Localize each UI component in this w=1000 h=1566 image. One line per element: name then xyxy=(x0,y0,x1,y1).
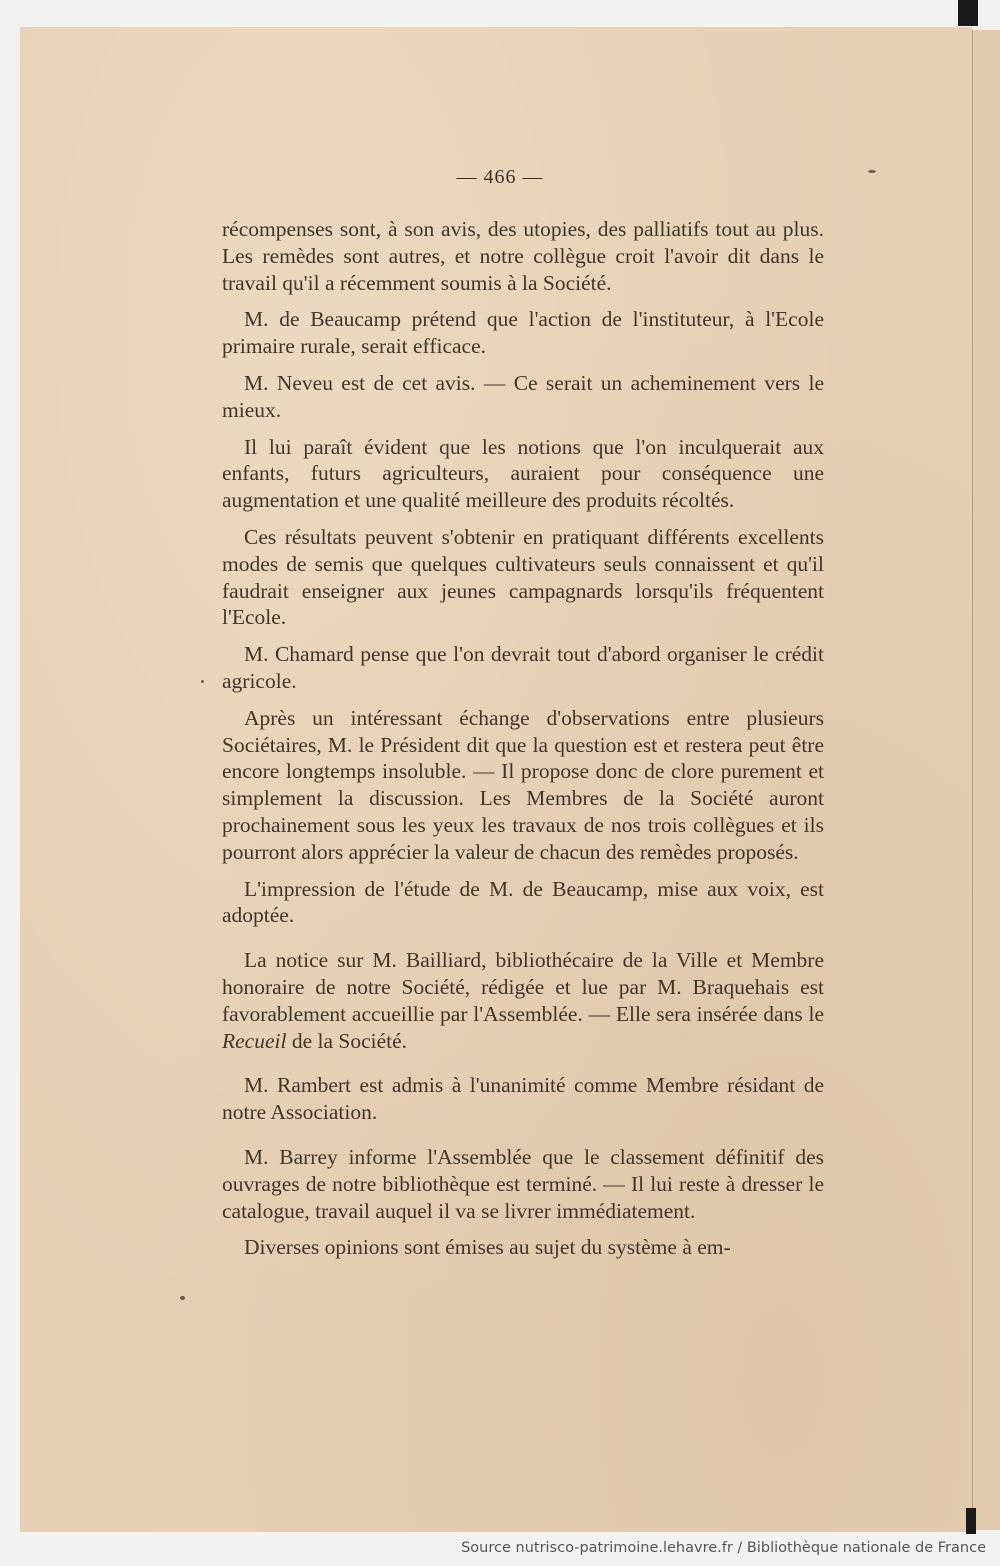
paragraph: récompenses sont, à son avis, des utopies, des palliatifs tout au plus. Les remèdes sont autres, et notre collègue croit l'avoir dit dans le travail qu'il a récemment soumis à la Société. xyxy=(222,217,824,295)
paragraph: Diverses opinions sont émises au sujet du système à em- xyxy=(244,1235,731,1260)
page-fold-edge xyxy=(972,30,1000,1530)
paragraph-text: La notice sur M. Bailliard, bibliothécaire de la Ville et Membre honoraire de notre Société, rédigée et lue par M. Braquehais est favorablement accueillie par l'Assemblée. — Elle sera insérée dans le xyxy=(222,948,824,1026)
paragraph: M. Neveu est de cet avis. — Ce serait un acheminement vers le mieux. xyxy=(222,370,824,422)
paragraph: L'impression de l'étude de M. de Beaucamp, mise aux voix, est adoptée. xyxy=(222,876,824,928)
paragraph: Ces résultats peuvent s'obtenir en pratiquant différents excellents modes de semis que quelques cultivateurs seuls connaissent et qu'il faudrait enseigner aux jeunes campagnards lorsqu'ils fréquentent l'Ecole. xyxy=(222,524,824,630)
binding-mark-top xyxy=(958,0,978,26)
paragraph-text: de la Société. xyxy=(286,1028,408,1053)
ink-speck xyxy=(180,1296,185,1300)
ink-speck xyxy=(201,680,204,683)
binding-mark-bottom xyxy=(966,1508,976,1534)
paragraph: M. Rambert est admis à l'unanimité comme Membre résidant de notre Association. xyxy=(222,1073,824,1125)
paragraph: Il lui paraît évident que les notions que l'on inculquerait aux enfants, futurs agriculteurs, auraient pour conséquence une augmentation et une qualité meilleure des produits récoltés. xyxy=(222,434,824,513)
paragraph: M. de Beaucamp prétend que l'action de l'instituteur, à l'Ecole primaire rurale, serait efficace. xyxy=(222,307,824,359)
page-number: — 466 — xyxy=(456,166,544,188)
source-attribution: Source nutrisco-patrimoine.lehavre.fr / Bibliothèque nationale de France xyxy=(461,1540,986,1556)
body-text xyxy=(222,216,824,1271)
italic-title: Recueil xyxy=(222,1028,287,1053)
paragraph: M. Chamard pense que l'on devrait tout d'abord organiser le crédit agricole. xyxy=(222,642,824,693)
paragraph: M. Barrey informe l'Assemblée que le classement définitif des ouvrages de notre bibliothèque est terminé. — Il lui reste à dresser le catalogue, travail auquel il va se livrer immédiatement. xyxy=(222,1144,824,1223)
paragraph: Après un intéressant échange d'observations entre plusieurs Sociétaires, M. le Président dit que la question est et restera peut être encore longtemps insoluble. — Il propose donc de clore purement et simplement la discussion. Les Membres de la Société auront prochainement sous les yeux les travaux de nos trois collègues et ils pourront alors apprécier la valeur de chacun des remèdes proposés. xyxy=(222,705,824,864)
paragraph xyxy=(222,947,824,1054)
